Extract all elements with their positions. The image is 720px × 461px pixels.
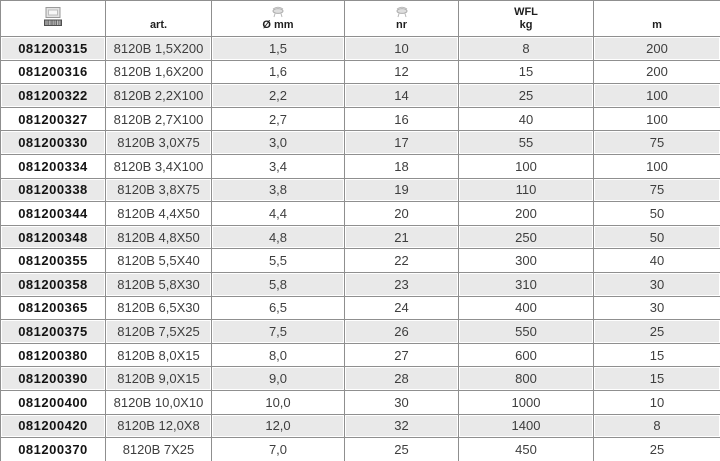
cell-code: 081200344 (1, 202, 106, 226)
column-header-m (594, 1, 720, 37)
table-row (1, 107, 720, 131)
table-row (1, 60, 720, 84)
cell-diameter: 5,5 (212, 249, 345, 273)
header-row (1, 1, 720, 37)
cell-code: 081200355 (1, 249, 106, 273)
cell-wfl: 310 (459, 272, 594, 296)
cell-wfl: 300 (459, 249, 594, 273)
cell-diameter: 8,0 (212, 343, 345, 367)
cell-wfl: 55 (459, 131, 594, 155)
cell-diameter: 9,0 (212, 367, 345, 391)
table-row (1, 272, 720, 296)
cell-nr: 32 (345, 414, 459, 438)
cell-art: 8120B 5,5X40 (106, 249, 212, 273)
column-label-wfl: WFL (514, 6, 538, 18)
cell-art: 8120B 4,8X50 (106, 225, 212, 249)
table-row (1, 320, 720, 344)
cell-m: 25 (594, 438, 720, 461)
cell-code: 081200334 (1, 154, 106, 178)
cell-m: 100 (594, 154, 720, 178)
product-sketch-icon (270, 5, 286, 18)
cell-art: 8120B 2,2X100 (106, 84, 212, 108)
cell-m: 75 (594, 178, 720, 202)
barcode-icon (40, 19, 66, 31)
cell-code: 081200348 (1, 225, 106, 249)
cell-wfl: 110 (459, 178, 594, 202)
cell-wfl: 600 (459, 343, 594, 367)
cell-diameter: 6,5 (212, 296, 345, 320)
table-header (1, 1, 720, 37)
cell-diameter: 2,2 (212, 84, 345, 108)
cell-code: 081200315 (1, 37, 106, 61)
table-row (1, 343, 720, 367)
cell-m: 8 (594, 414, 720, 438)
cell-m: 10 (594, 390, 720, 414)
cell-art: 8120B 12,0X8 (106, 414, 212, 438)
cell-wfl: 1400 (459, 414, 594, 438)
cell-nr: 20 (345, 202, 459, 226)
cell-art: 8120B 3,0X75 (106, 131, 212, 155)
column-header-art (106, 1, 212, 37)
cell-code: 081200370 (1, 438, 106, 461)
cell-art: 8120B 8,0X15 (106, 343, 212, 367)
cell-nr: 25 (345, 438, 459, 461)
cell-nr: 27 (345, 343, 459, 367)
cell-diameter: 3,8 (212, 178, 345, 202)
cell-art: 8120B 5,8X30 (106, 272, 212, 296)
cell-art: 8120B 6,5X30 (106, 296, 212, 320)
table-row (1, 202, 720, 226)
cell-nr: 24 (345, 296, 459, 320)
cell-code: 081200365 (1, 296, 106, 320)
cell-art: 8120B 7,5X25 (106, 320, 212, 344)
cell-nr: 21 (345, 225, 459, 249)
cell-art: 8120B 1,6X200 (106, 60, 212, 84)
cell-wfl: 25 (459, 84, 594, 108)
cell-m: 25 (594, 320, 720, 344)
cell-nr: 18 (345, 154, 459, 178)
column-label-diameter: Ø mm (262, 19, 294, 31)
cell-m: 15 (594, 343, 720, 367)
cell-diameter: 1,5 (212, 37, 345, 61)
cell-code: 081200330 (1, 131, 106, 155)
cell-wfl: 400 (459, 296, 594, 320)
cell-diameter: 12,0 (212, 414, 345, 438)
cell-m: 75 (594, 131, 720, 155)
cell-art: 8120B 4,4X50 (106, 202, 212, 226)
cell-code: 081200380 (1, 343, 106, 367)
column-header-code (1, 1, 106, 37)
cell-nr: 23 (345, 272, 459, 296)
table-row (1, 296, 720, 320)
cell-m: 100 (594, 84, 720, 108)
cell-diameter: 5,8 (212, 272, 345, 296)
cell-art: 8120B 1,5X200 (106, 37, 212, 61)
cell-nr: 17 (345, 131, 459, 155)
cell-art: 8120B 2,7X100 (106, 107, 212, 131)
cell-code: 081200400 (1, 390, 106, 414)
cell-code: 081200316 (1, 60, 106, 84)
cell-code: 081200322 (1, 84, 106, 108)
column-label-art: art. (149, 19, 168, 31)
table-row (1, 249, 720, 273)
cell-nr: 14 (345, 84, 459, 108)
cell-art: 8120B 10,0X10 (106, 390, 212, 414)
cell-m: 50 (594, 202, 720, 226)
column-label-nr: nr (396, 19, 407, 31)
column-header-wfl (459, 1, 594, 37)
cell-code: 081200358 (1, 272, 106, 296)
table-row (1, 37, 720, 61)
table-row (1, 84, 720, 108)
cell-m: 40 (594, 249, 720, 273)
cell-wfl: 40 (459, 107, 594, 131)
cell-diameter: 7,0 (212, 438, 345, 461)
table-row (1, 367, 720, 391)
table-row (1, 154, 720, 178)
cell-art: 8120B 7X25 (106, 438, 212, 461)
cell-m: 200 (594, 37, 720, 61)
column-label-m: m (652, 19, 662, 31)
cell-art: 8120B 3,8X75 (106, 178, 212, 202)
cell-nr: 30 (345, 390, 459, 414)
cell-nr: 16 (345, 107, 459, 131)
cell-diameter: 3,0 (212, 131, 345, 155)
cell-diameter: 3,4 (212, 154, 345, 178)
cell-m: 15 (594, 367, 720, 391)
cell-m: 50 (594, 225, 720, 249)
cell-diameter: 2,7 (212, 107, 345, 131)
cell-diameter: 1,6 (212, 60, 345, 84)
cell-nr: 28 (345, 367, 459, 391)
cell-m: 100 (594, 107, 720, 131)
cell-art: 8120B 3,4X100 (106, 154, 212, 178)
table-row (1, 390, 720, 414)
column-header-nr (345, 1, 459, 37)
cell-wfl: 8 (459, 37, 594, 61)
cell-m: 30 (594, 296, 720, 320)
cell-wfl: 250 (459, 225, 594, 249)
cell-wfl: 1000 (459, 390, 594, 414)
cell-wfl: 15 (459, 60, 594, 84)
cell-nr: 26 (345, 320, 459, 344)
cell-diameter: 10,0 (212, 390, 345, 414)
cell-diameter: 4,8 (212, 225, 345, 249)
table-row (1, 178, 720, 202)
cell-code: 081200375 (1, 320, 106, 344)
cell-nr: 22 (345, 249, 459, 273)
cell-code: 081200338 (1, 178, 106, 202)
cell-wfl: 550 (459, 320, 594, 344)
cell-diameter: 4,4 (212, 202, 345, 226)
table-row (1, 414, 720, 438)
cell-wfl: 100 (459, 154, 594, 178)
cell-diameter: 7,5 (212, 320, 345, 344)
cell-art: 8120B 9,0X15 (106, 367, 212, 391)
cell-nr: 19 (345, 178, 459, 202)
column-header-diameter (212, 1, 345, 37)
table-row (1, 438, 720, 461)
table-row (1, 131, 720, 155)
cell-code: 081200327 (1, 107, 106, 131)
product-sketch-icon (394, 5, 410, 18)
cell-wfl: 800 (459, 367, 594, 391)
cell-m: 200 (594, 60, 720, 84)
cell-wfl: 200 (459, 202, 594, 226)
table-row (1, 225, 720, 249)
table-body (1, 37, 720, 461)
cell-code: 081200420 (1, 414, 106, 438)
cell-nr: 12 (345, 60, 459, 84)
cell-code: 081200390 (1, 367, 106, 391)
column-sublabel-wfl-kg: kg (519, 19, 533, 31)
cell-wfl: 450 (459, 438, 594, 461)
cell-m: 30 (594, 272, 720, 296)
cell-nr: 10 (345, 37, 459, 61)
